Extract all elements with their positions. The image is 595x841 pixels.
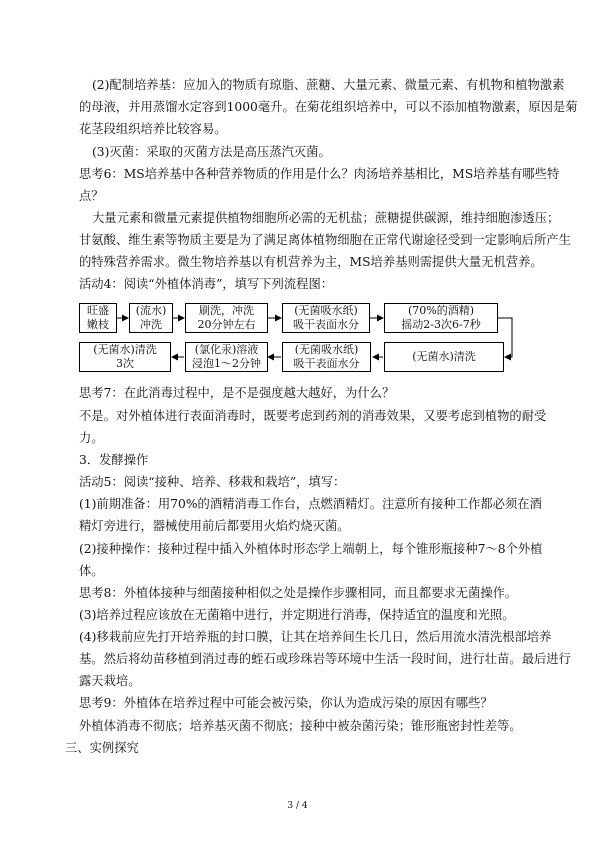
text-line: 大量元素和微量元素提供植物细胞所必需的无机盐；蔗糖提供碳源，维持细胞渗透压； (92, 211, 560, 225)
text-line: 的母液，并用蒸馏水定容到1000毫升。在菊花组织培养中，可以不添加植物激素，原因是菊 (79, 100, 578, 114)
section-heading: 3．发酵操作 (79, 453, 149, 467)
text-line: 精灯旁进行，器械使用前后都要用火焰灼烧灭菌。 (79, 519, 350, 533)
flow-box-alcohol: (70%的酒精) 摇动2-3次6-7秒 (384, 303, 498, 333)
text-line: 思考6：MS培养基中各种营养物质的作用是什么？肉汤培养基相比，MS培养基有哪些特 (79, 167, 560, 181)
text-line: 思考8：外植体接种与细菌接种相似之处是操作步骤相同，而且都要求无菌操作。 (79, 586, 518, 600)
page-number: 3 / 4 (287, 801, 308, 811)
text-line: 甘氨酸、维生素等物质主要是为了满足离体植物细胞在正常代谢途径受到一定影响后所产生 (79, 233, 571, 247)
flow-box-brush-wash: 刷洗，冲洗 20分钟左右 (185, 303, 268, 333)
activity-heading: 活动4：阅读“外植体消毒”，填写下列流程图： (79, 277, 334, 291)
text-line: (3)灭菌：采取的灭菌方法是高压蒸汽灭菌。 (92, 145, 331, 159)
flow-box-blot-dry-2: (无菌吸水纸) 吸干表面水分 (282, 342, 371, 372)
text-line: (3)培养过程应该放在无菌箱中进行，并定期进行消毒，保持适宜的温度和光照。 (79, 608, 515, 622)
text-line: (1)前期准备：用70%的酒精消毒工作台，点燃酒精灯。注意所有接种工作都必须在酒 (79, 497, 542, 511)
text-line: 体。 (79, 564, 104, 578)
text-line: 基。然后将幼苗移植到消过毒的蛭石或珍珠岩等环境中生活一段时间，进行壮苗。最后进行 (79, 652, 571, 666)
flow-box-blot-dry-1: (无菌吸水纸) 吸干表面水分 (282, 303, 370, 333)
flow-box-sterile-water-wash: (无菌水)清洗 (384, 342, 504, 372)
flow-box-start: 旺盛 嫩枝 (79, 303, 117, 333)
activity-heading: 活动5：阅读“接种、培养、移栽和栽培”，填写： (79, 475, 346, 489)
text-line: 的特殊营养需求。微生物培养基以有机营养为主，MS培养基则需提供大量无机营养。 (79, 255, 543, 269)
text-line: 思考7：在此消毒过程中，是不是强度越大越好，为什么？ (79, 386, 395, 400)
text-line: 不是。对外植体进行表面消毒时，既要考虑到药剂的消毒效果，又要考虑到植物的耐受 (79, 409, 547, 423)
text-line: 露天栽培。 (79, 674, 141, 688)
flow-box-mercury-chloride: (氯化汞)溶液 浸泡1～2分钟 (185, 342, 268, 372)
text-line: 点？ (79, 189, 104, 203)
text-line: (2)接种操作：接种过程中插入外植体时形态学上端朝上，每个锥形瓶接种7～8个外植 (79, 542, 543, 556)
flow-box-final-wash: (无菌水)清洗 3次 (79, 342, 171, 372)
flow-box-water-rinse: (流水) 冲洗 (129, 303, 173, 333)
text-line: 花茎段组织培养比较容易。 (79, 122, 227, 136)
text-line: 外植体消毒不彻底；培养基灭菌不彻底；接种中被杂菌污染；锥形瓶密封性差等。 (79, 719, 522, 733)
text-line: (4)移栽前应先打开培养瓶的封口膜，让其在培养间生长几日，然后用流水清洗根部培养 (79, 630, 552, 644)
text-line: (2)配制培养基：应加入的物质有琼脂、蔗糖、大量元素、微量元素、有机物和植物激素 (92, 78, 565, 92)
text-line: 思考9：外植体在培养过程中可能会被污染，你认为造成污染的原因有哪些？ (79, 696, 493, 710)
text-line: 力。 (79, 431, 104, 445)
part-heading: 三、实例探究 (65, 741, 139, 755)
